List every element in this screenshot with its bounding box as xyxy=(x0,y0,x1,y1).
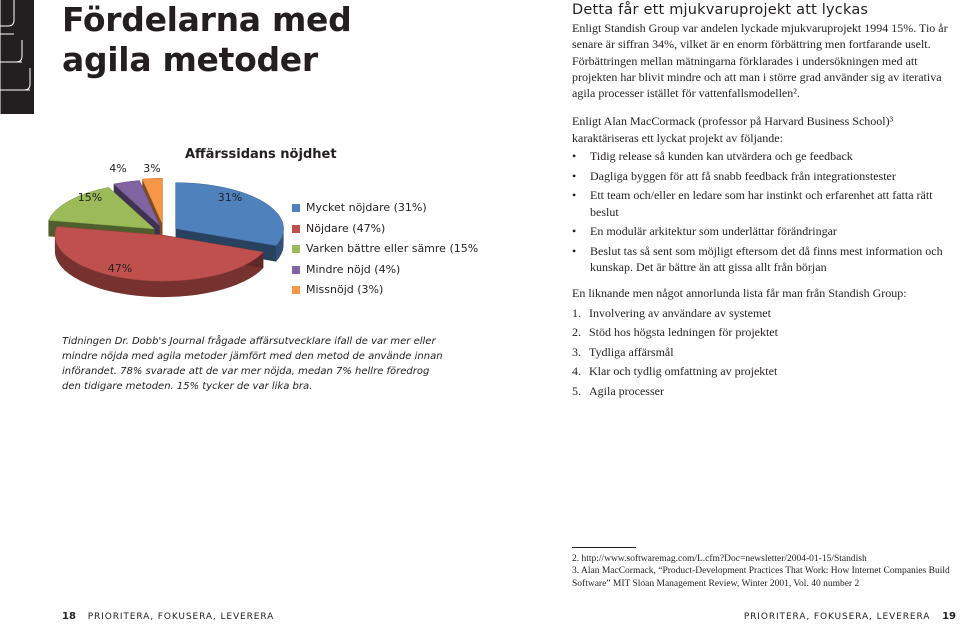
legend-swatch xyxy=(292,286,300,294)
legend-label: Nöjdare (47%) xyxy=(306,221,386,235)
bullet-item: • Tidig release så kunden kan utvärdera och ge feedback xyxy=(572,148,960,164)
item-text: Klar och tydlig omfattning av projektet xyxy=(589,364,778,379)
paragraph-maccormack: Enligt Alan MacCormack (professor på Harvard Business School)³ karaktäriseras ett lyckat projekt av följande: xyxy=(572,114,894,145)
footer-right xyxy=(744,611,956,622)
decorative-corner-mark xyxy=(0,0,34,114)
pie-svg xyxy=(52,138,292,328)
numbered-item xyxy=(572,343,960,363)
legend-label: Mindre nöjd (4%) xyxy=(306,262,401,276)
legend-label: Mycket nöjdare (31%) xyxy=(306,201,427,214)
section-heading: Detta får ett mjukvaruprojekt att lyckas xyxy=(572,2,869,18)
right-column xyxy=(572,0,960,402)
standish-factors-list xyxy=(572,304,960,402)
legend-swatch xyxy=(292,266,300,274)
page-number-right: 19 xyxy=(942,611,956,622)
pie-value-label: 47% xyxy=(107,262,133,275)
satisfaction-pie-chart xyxy=(52,138,479,328)
page-title xyxy=(62,0,351,80)
bullet-item: • Beslut tas så sent som möjligt eftersom det då finns mest information och kunskap. Det är bättre än att gissa allt från början xyxy=(572,243,960,276)
success-factors-list xyxy=(572,148,960,275)
numbered-item xyxy=(572,323,960,343)
footnote: 3. Alan MacCormack, “Product-Development Practices That Work: How Internet Companies Build Software” MIT Sloan Management Review, Winter 2001, Vol. 40 number 2 xyxy=(572,566,950,589)
legend-label: Missnöjd (3%) xyxy=(306,283,384,296)
running-title-right: PRIORITERA, FOKUSERA, LEVERERA xyxy=(743,612,931,622)
legend-item xyxy=(292,239,478,260)
chart-legend xyxy=(292,198,478,301)
item-number: 2. xyxy=(572,325,581,340)
legend-item xyxy=(292,280,478,301)
pie-value-label: 31% xyxy=(217,191,243,204)
numbered-item xyxy=(572,382,960,402)
legend-item xyxy=(292,198,478,219)
footer-left xyxy=(62,611,274,622)
title-line-1: Fördelarna med xyxy=(62,0,352,39)
legend-item xyxy=(292,219,478,240)
paragraph-standish-list: En liknande men något annorlunda lista får man från Standish Group: xyxy=(572,286,907,301)
item-text: Stöd hos högsta ledningen för projektet xyxy=(589,325,778,340)
legend-swatch xyxy=(292,225,300,233)
legend-swatch xyxy=(292,204,300,212)
title-line-2: agila metoder xyxy=(62,40,318,79)
page-number-left: 18 xyxy=(62,611,76,622)
running-title-left: PRIORITERA, FOKUSERA, LEVERERA xyxy=(87,612,275,622)
footnotes xyxy=(572,553,960,590)
bullet-item: • Dagliga byggen för att få snabb feedback från integrationstester xyxy=(572,168,960,184)
footnote-divider xyxy=(572,547,636,548)
item-number: 5. xyxy=(572,384,581,399)
footnote: 2. http://www.softwaremag.com/L.cfm?Doc=newsletter/2004-01-15/Standish xyxy=(572,554,867,564)
item-text: Involvering av användare av systemet xyxy=(589,305,771,320)
item-text: Tydliga affärsmål xyxy=(589,344,674,359)
numbered-item xyxy=(572,304,960,324)
item-number: 3. xyxy=(572,344,581,359)
legend-swatch xyxy=(292,245,300,253)
bullet-item: • Ett team och/eller en ledare som har instinkt och erfarenhet att fatta rätt beslut xyxy=(572,187,960,220)
bullet-item: • En modulär arkitektur som underlättar förändringar xyxy=(572,223,960,239)
legend-label: Varken bättre eller sämre (15% xyxy=(306,242,479,255)
item-number: 1. xyxy=(572,305,581,320)
chart-title: Affärssidans nöjdhet xyxy=(185,147,337,162)
pie-value-label: 3% xyxy=(143,162,161,175)
pie-value-label: 15% xyxy=(77,191,103,204)
pie-value-label: 4% xyxy=(109,162,127,175)
legend-item xyxy=(292,260,478,281)
item-number: 4. xyxy=(572,364,581,379)
chart-caption: Tidningen Dr. Dobb's Journal frågade affärsutvecklare ifall de var mer eller mindre nöjda med agila metoder jämfört med den metod de använde innan införandet. 78% svarade att de var mer nöjda, medan 7% hellre föredrog den tidigare metoden. 15% tycker de var lika bra. xyxy=(62,336,443,392)
numbered-item xyxy=(572,362,960,382)
item-text: Agila processer xyxy=(589,384,664,399)
paragraph-standish: Enligt Standish Group var andelen lyckade mjukvaruprojekt 1994 15%. Tio år senare är siffran 34%, vilket är en enorm förbättring men fortfarande uselt. Förbättringen mellan mätningarna förklarades i undersökningen med att projekten har blivit mindre och att man i större grad använder sig av iterativa agila processer istället för vattenfallsmodellen². xyxy=(572,21,948,101)
